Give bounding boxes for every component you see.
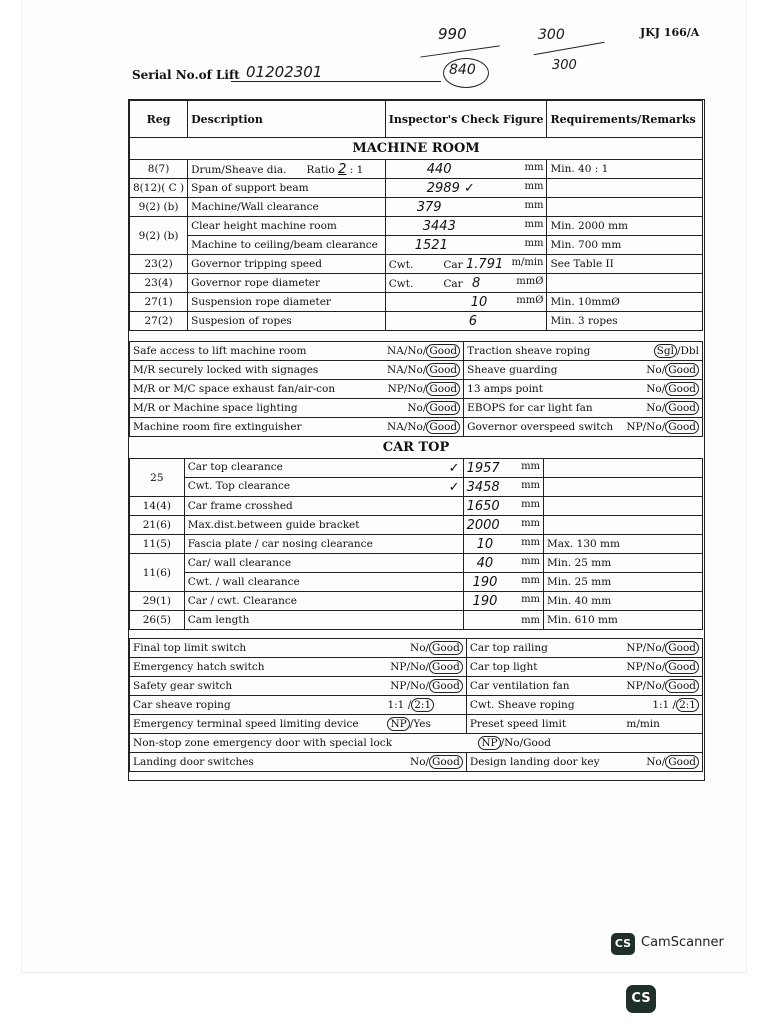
table-row: 26(5) Cam length mm Min. 610 mm [130, 611, 703, 630]
table-row: Cwt. / wall clearance 190 mm Min. 25 mm [130, 573, 703, 592]
table-row: 27(2) Suspesion of ropes 6 Min. 3 ropes [130, 312, 703, 331]
header-requirements: Requirements/Remarks [547, 101, 703, 138]
list-item: Safety gear switch NP/No/ Good Car ventilation fan NP/No/ Good [130, 677, 703, 696]
table-row: 9(2) (b) Clear height machine room 3443 mm Min. 2000 mm [130, 217, 703, 236]
serial-label: Serial No.of Lift [132, 68, 240, 82]
option-circled: NP [478, 736, 500, 750]
list-item: Landing door switches No/ Good Design landing door key No/ Good [130, 753, 703, 772]
option-circled: Good [665, 420, 699, 434]
check-mark: ✓ [448, 460, 460, 476]
serial-value: 01202301 [246, 63, 323, 81]
option-circled: Good [429, 679, 463, 693]
table-row: 9(2) (b) Machine/Wall clearance 379 mm [130, 198, 703, 217]
list-item: M/R or Machine space lighting No/ Good EBOPS for car light fan No/ Good [130, 399, 703, 418]
table-row: Cwt. Top clearance ✓ 3458 mm [130, 478, 703, 497]
option-circled: Good [665, 382, 699, 396]
option-circled: Good [426, 420, 460, 434]
handwritten-note: 300 [538, 27, 565, 43]
list-item: Car sheave roping 1:1 / 2:1 Cwt. Sheave roping 1:1 / 2:1 [130, 696, 703, 715]
section-title-car-top: CAR TOP [130, 437, 703, 459]
car-top-checklist [129, 638, 703, 772]
table-row: 27(1) Suspension rope diameter 10 mmØ Min. 10mmØ [130, 293, 703, 312]
camscanner-logo-icon: CS [611, 933, 635, 955]
header-description: Description [188, 101, 386, 138]
table-row: 8(7) Drum/Sheave dia. Ratio 2 : 1 440 mm Min. 40 : 1 [130, 160, 703, 179]
table-row: 29(1) Car / cwt. Clearance 190 mm Min. 40 mm [130, 592, 703, 611]
header-reg: Reg [130, 101, 188, 138]
option-circled: Good [426, 363, 460, 377]
list-item: M/R securely locked with signages NA/No/ Good Sheave guarding No/ Good [130, 361, 703, 380]
option-circled: 2:1 [676, 698, 699, 712]
list-item: Emergency hatch switch NP/No/ Good Car top light NP/No/ Good [130, 658, 703, 677]
option-circled: Good [665, 660, 699, 674]
list-item: Non-stop zone emergency door with special lock NP /No/Good [130, 734, 703, 753]
camscanner-wordmark: CamScanner [641, 935, 724, 950]
option-circled: Good [429, 755, 463, 769]
machine-room-checklist [129, 341, 703, 437]
option-circled: Good [665, 679, 699, 693]
option-circled: 2:1 [411, 698, 434, 712]
list-item: Machine room fire extinguisher NA/No/ Good Governor overspeed switch NP/No/ Good [130, 418, 703, 437]
option-circled: Good [429, 660, 463, 674]
option-circled: Good [426, 401, 460, 415]
document-code: JKJ 166/A [640, 26, 700, 39]
option-circled: NP [387, 717, 409, 731]
table-row: 21(6) Max.dist.between guide bracket 2000 mm [130, 516, 703, 535]
table-row: Machine to ceiling/beam clearance 1521 mm Min. 700 mm [130, 236, 703, 255]
list-item: M/R or M/C space exhaust fan/air-con NP/No/ Good 13 amps point No/ Good [130, 380, 703, 399]
table-row: 11(5) Fascia plate / car nosing clearance 10 mm Max. 130 mm [130, 535, 703, 554]
handwritten-note: 840 [449, 62, 476, 78]
option-circled: Good [665, 641, 699, 655]
table-row: 23(4) Governor rope diameter Cwt. Car 8 mmØ [130, 274, 703, 293]
table-row: 11(6) Car/ wall clearance 40 mm Min. 25 mm [130, 554, 703, 573]
check-mark: ✓ [448, 479, 460, 495]
table-row: 25 Car top clearance ✓ 1957 mm [130, 459, 703, 478]
header-check-figure: Inspector's Check Figure [385, 101, 547, 138]
table-row: 23(2) Governor tripping speed Cwt. Car 1.791 m/min See Table II [130, 255, 703, 274]
section-title-machine-room: MACHINE ROOM [130, 138, 703, 160]
list-item: Final top limit switch No/ Good Car top railing NP/No/ Good [130, 639, 703, 658]
machine-room-table [129, 100, 703, 331]
table-row: 14(4) Car frame crosshed 1650 mm [130, 497, 703, 516]
camscanner-app-icon[interactable]: CS [626, 985, 656, 1013]
list-item: Safe access to lift machine room NA/No/ Good Traction sheave roping Sgl /Dbl [130, 342, 703, 361]
option-circled: Good [665, 401, 699, 415]
option-circled: Good [665, 363, 699, 377]
handwritten-note: 990 [438, 25, 467, 43]
option-circled: Good [429, 641, 463, 655]
option-circled: Good [426, 344, 460, 358]
list-item: Emergency terminal speed limiting device NP /Yes Preset speed limit m/min [130, 715, 703, 734]
option-circled: Good [665, 755, 699, 769]
option-circled: Good [426, 382, 460, 396]
handwritten-note: 300 [552, 58, 577, 73]
table-row: 8(12)( C ) Span of support beam 2989 ✓ mm [130, 179, 703, 198]
option-circled: Sgl [654, 344, 677, 358]
car-top-table [129, 436, 703, 630]
